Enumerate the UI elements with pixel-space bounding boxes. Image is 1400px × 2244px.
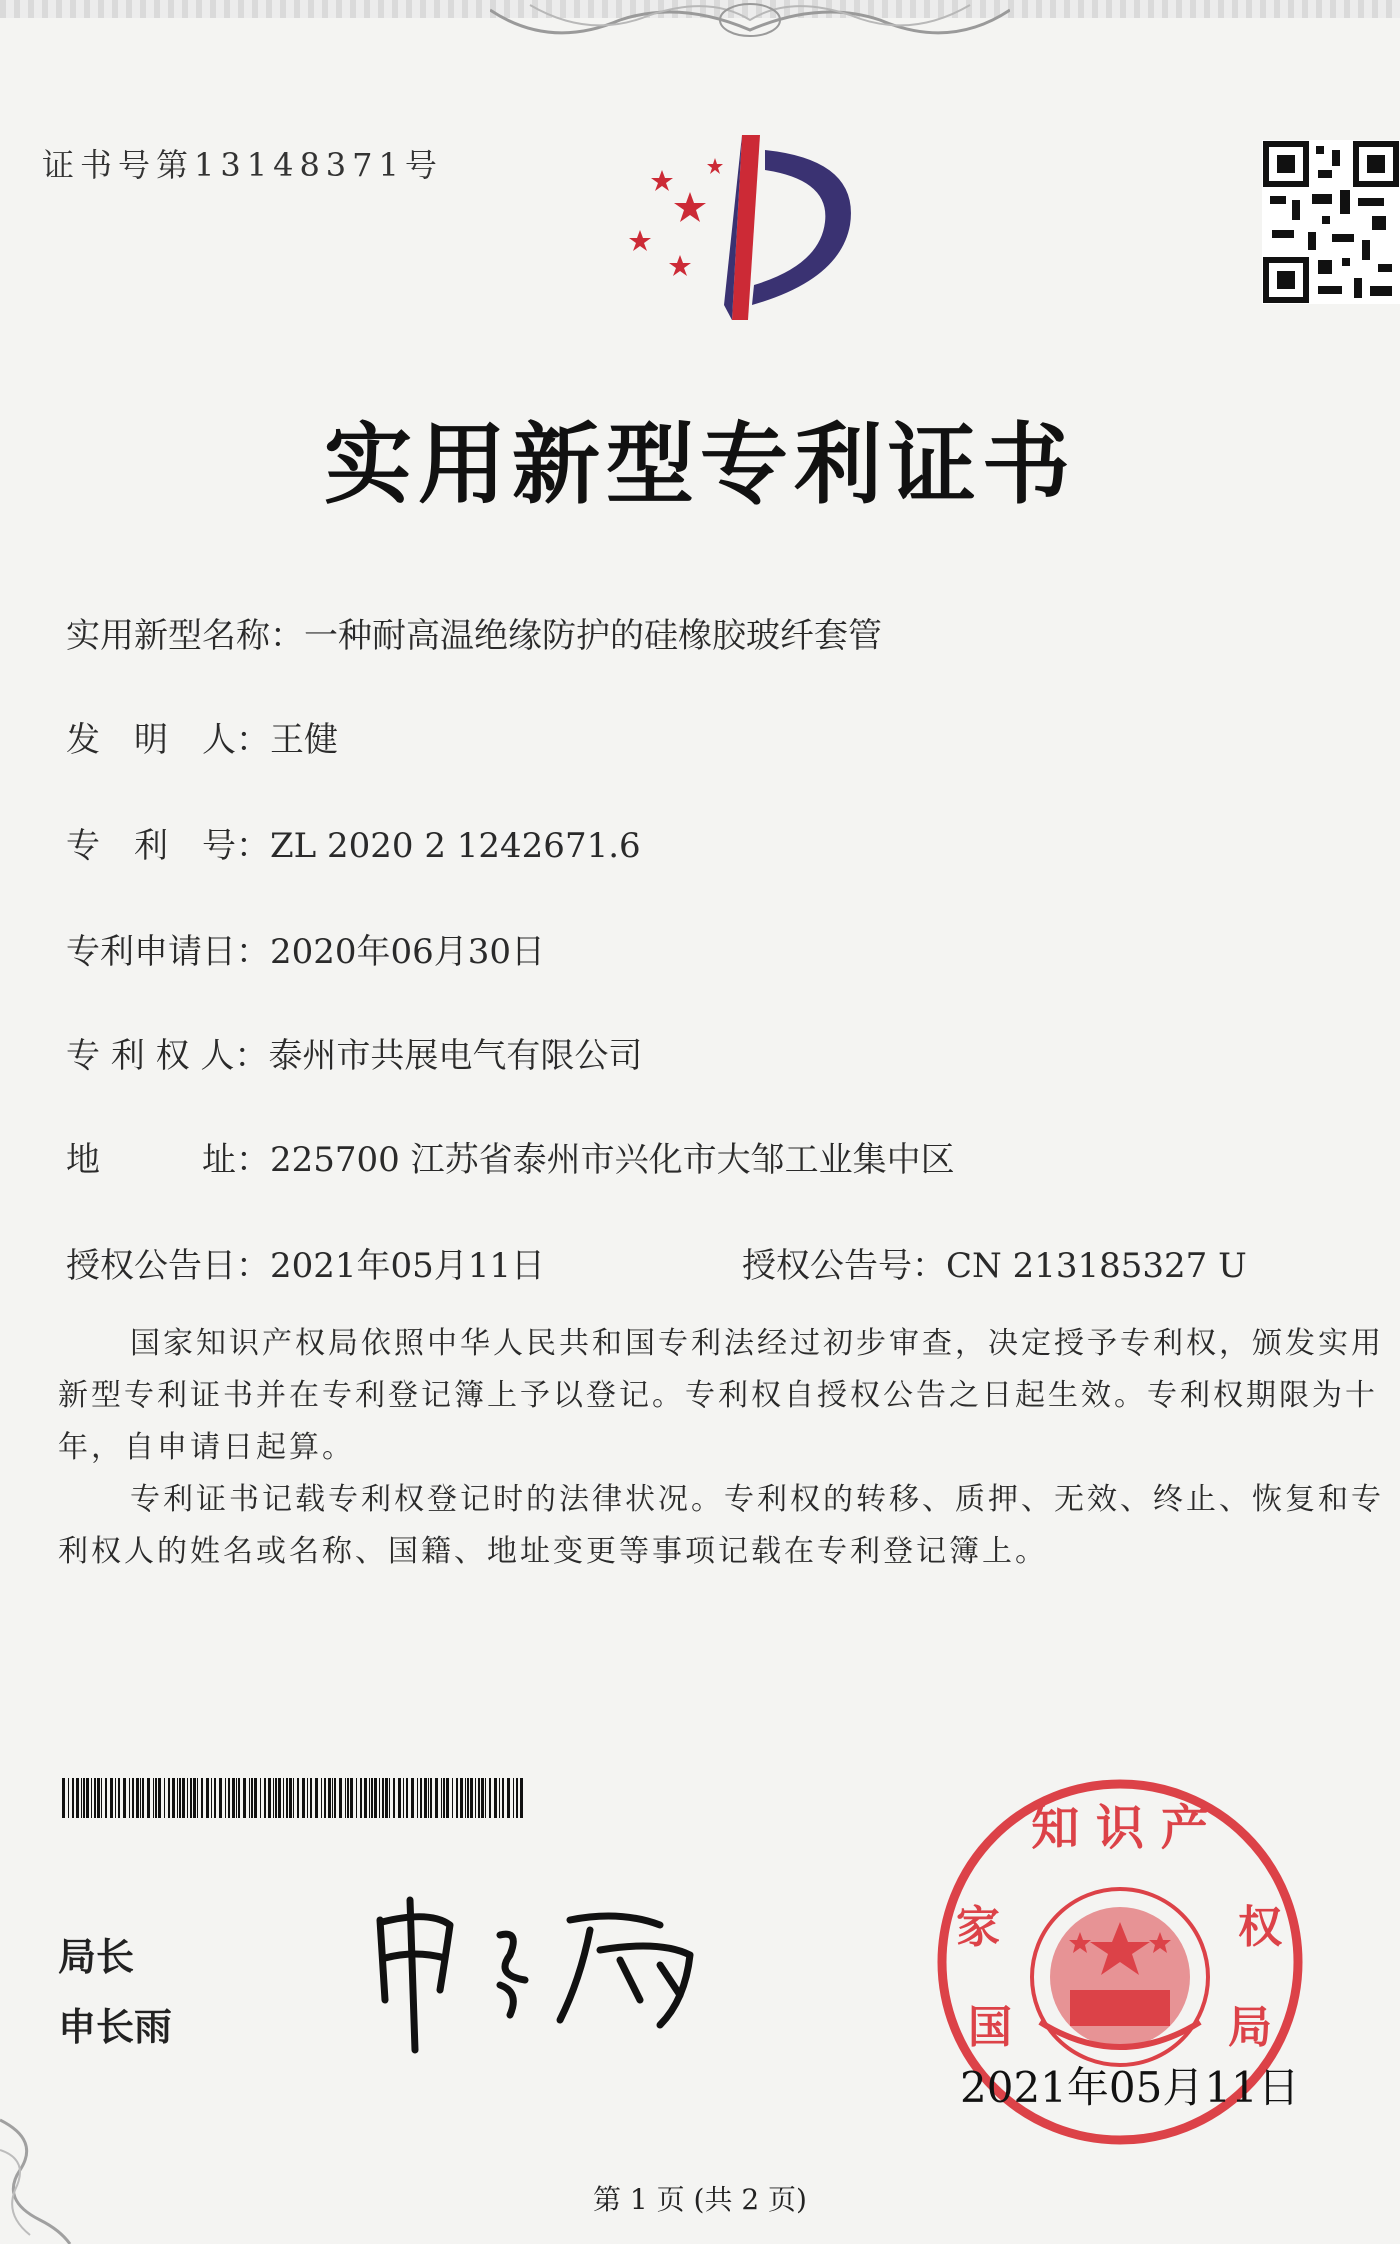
field-patent-number xyxy=(66,818,641,867)
field-label: 发 明 人： xyxy=(66,720,270,760)
director-signature-icon xyxy=(360,1880,760,2060)
body-paragraph: 国家知识产权局依照中华人民共和国专利法经过初步审查，决定授予专利权，颁发实用新型专利证书并在专利登记簿上予以登记。专利权自授权公告之日起生效。专利权期限为十年，自申请日起算。 xyxy=(58,1326,1384,1465)
field-value: 泰州市共展电气有限公司 xyxy=(268,1036,643,1076)
certificate-number: 证书号第13148371号 xyxy=(42,146,443,184)
certificate-title: 实用新型专利证书 xyxy=(323,413,1076,516)
field-label: 专 利 权 人： xyxy=(66,1036,269,1076)
svg-text:家: 家 xyxy=(956,1902,1000,1953)
bottom-left-ornament-icon xyxy=(0,2100,80,2244)
field-value: 一种耐高温绝缘防护的硅橡胶玻纤套管 xyxy=(304,616,882,656)
field-inventor xyxy=(66,712,338,761)
field-patentee xyxy=(66,1028,642,1077)
svg-text:知 识 产: 知 识 产 xyxy=(1031,1800,1209,1856)
qr-code-icon xyxy=(1262,140,1400,304)
field-utility-model-name xyxy=(66,608,882,657)
field-grant-date xyxy=(66,1238,545,1287)
director-title: 局长 xyxy=(58,1935,135,1979)
body-paragraph: 专利证书记载专利权登记时的法律状况。专利权的转移、质押、无效、终止、恢复和专利权人的姓名或名称、国籍、地址变更等事项记载在专利登记簿上。 xyxy=(58,1482,1384,1569)
seal-date: 2021年05月11日 xyxy=(960,2063,1300,2112)
certificate-body-text xyxy=(58,1318,1400,1578)
top-ornament-icon xyxy=(490,0,1010,58)
svg-text:国: 国 xyxy=(968,2002,1012,2053)
svg-text:局: 局 xyxy=(1228,2002,1272,2053)
field-label: 专利申请日： xyxy=(66,932,270,972)
field-value: 2020年06月30日 xyxy=(270,932,546,972)
field-label: 授权公告号： xyxy=(742,1246,946,1286)
page-number: 第 1 页 (共 2 页) xyxy=(593,2183,807,2216)
field-application-date xyxy=(66,924,545,973)
field-value: CN 213185327 U xyxy=(946,1246,1247,1286)
field-grant-number xyxy=(742,1238,1247,1287)
field-label: 实用新型名称： xyxy=(66,616,304,656)
field-label: 地 址： xyxy=(66,1140,270,1180)
field-label: 专 利 号： xyxy=(66,826,270,866)
field-label: 授权公告日： xyxy=(66,1246,270,1286)
cnipa-emblem-icon xyxy=(620,130,880,330)
director-name: 申长雨 xyxy=(58,2005,173,2049)
field-value: ZL 2020 2 1242671.6 xyxy=(270,826,641,866)
barcode-icon xyxy=(62,1778,526,1818)
field-value: 王健 xyxy=(270,720,338,760)
field-value: 225700 江苏省泰州市兴化市大邹工业集中区 xyxy=(270,1140,955,1180)
field-value: 2021年05月11日 xyxy=(270,1246,546,1286)
svg-text:权: 权 xyxy=(1238,1902,1282,1953)
field-address xyxy=(66,1132,955,1181)
